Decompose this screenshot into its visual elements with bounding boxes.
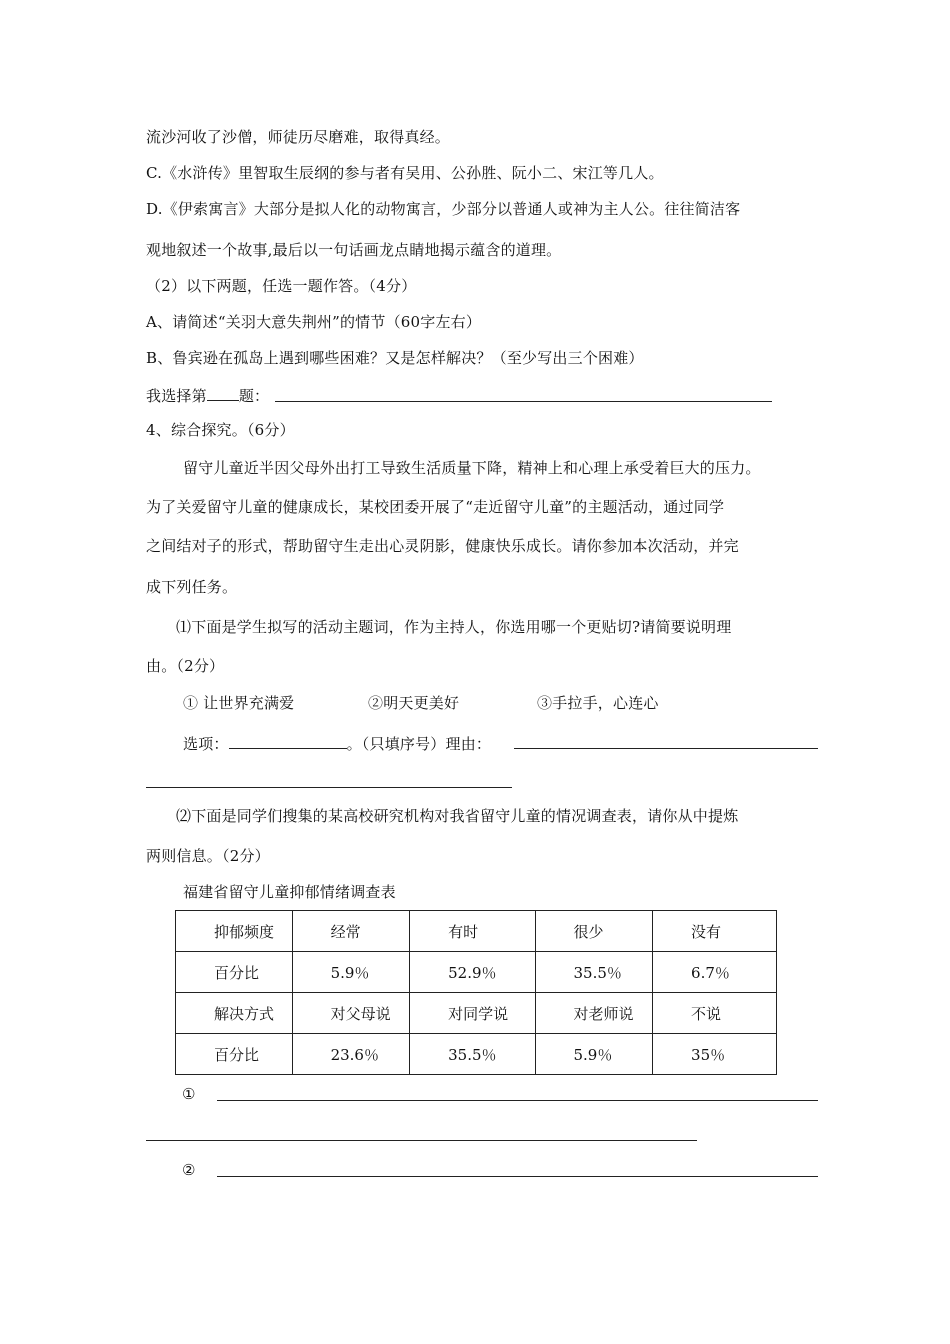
table-cell: 5.9％ (535, 1034, 653, 1075)
choice-label-2: 题： (238, 387, 270, 405)
table-cell: 百分比 (176, 1034, 293, 1075)
reason-line[interactable] (514, 748, 818, 749)
table-cell: 不说 (653, 993, 777, 1034)
choice-blank[interactable] (207, 384, 239, 401)
sub-question-2-cont: 两则信息。（2分） (146, 847, 270, 865)
answer-1-line[interactable] (217, 1100, 818, 1101)
choice-a: A、请简述“关羽大意失荆州”的情节（60字左右） (146, 313, 482, 331)
answer-marker-1: ① (182, 1085, 196, 1103)
table-row (176, 952, 777, 993)
answer-2-line[interactable] (217, 1176, 818, 1177)
option-d-cont: 观地叙述一个故事,最后以一句话画龙点睛地揭示蕴含的道理。 (146, 241, 562, 259)
table-cell: 35％ (653, 1034, 777, 1075)
table-cell: 52.9％ (410, 952, 535, 993)
table-cell: 经常 (292, 911, 410, 952)
sub-question-1-cont: 由。（2分） (146, 657, 225, 675)
selection-label: 选项： (183, 735, 229, 753)
table-cell: 6.7％ (653, 952, 777, 993)
table-row (176, 911, 777, 952)
option-c: C.《水浒传》里智取生辰纲的参与者有吴用、公孙胜、阮小二、宋江等几人。 (146, 164, 664, 182)
selection-line (183, 732, 491, 754)
table-cell: 35.5％ (535, 952, 653, 993)
table-title: 福建省留守儿童抑郁情绪调查表 (183, 883, 396, 901)
choice-b: B、鲁宾逊在孤岛上遇到哪些困难？又是怎样解决？（至少写出三个困难） (146, 349, 644, 367)
table-cell: 对老师说 (535, 993, 653, 1034)
sub-question-1: ⑴下面是学生拟写的活动主题词，作为主持人，你选用哪一个更贴切?请简要说明理 (176, 618, 732, 636)
table-row (176, 993, 777, 1034)
table-cell: 抑郁频度 (176, 911, 293, 952)
paragraph-line: 成下列任务。 (146, 578, 238, 596)
answer-1-line-2[interactable] (146, 1140, 697, 1141)
table-cell: 对同学说 (410, 993, 535, 1034)
selection-blank[interactable] (229, 732, 347, 749)
table-cell: 没有 (653, 911, 777, 952)
table-cell: 百分比 (176, 952, 293, 993)
table-cell: 有时 (410, 911, 535, 952)
table-cell: 5.9％ (292, 952, 410, 993)
table-cell: 解决方式 (176, 993, 293, 1034)
paragraph-line: 留守儿童近半因父母外出打工导致生活质量下降，精神上和心理上承受着巨大的压力。 (183, 459, 761, 477)
theme-option-2: ②明天更美好 (368, 694, 460, 712)
reason-label: 。（只填序号）理由： (346, 735, 492, 753)
table-cell: 23.6％ (292, 1034, 410, 1075)
option-d: D.《伊索寓言》大部分是拟人化的动物寓言，少部分以普通人或神为主人公。往往简洁客 (146, 200, 741, 218)
answer-line[interactable] (275, 401, 772, 402)
question-4-heading: 4、综合探究。（6分） (146, 421, 295, 439)
reason-line-2[interactable] (146, 787, 512, 788)
paragraph-line: 为了关爱留守儿童的健康成长，某校团委开展了“走近留守儿童”的主题活动，通过同学 (146, 498, 725, 516)
table-cell: 对父母说 (292, 993, 410, 1034)
table-row (176, 1034, 777, 1075)
choice-line (146, 384, 269, 406)
survey-table (175, 910, 777, 1075)
theme-option-3: ③手拉手，心连心 (537, 694, 659, 712)
paragraph-line: 之间结对子的形式，帮助留守生走出心灵阴影，健康快乐成长。请你参加本次活动，并完 (146, 537, 739, 555)
question-2-heading: （2）以下两题，任选一题作答。（4分） (146, 277, 417, 295)
table-cell: 35.5％ (410, 1034, 535, 1075)
answer-marker-2: ② (182, 1161, 196, 1179)
sub-question-2: ⑵下面是同学们搜集的某高校研究机构对我省留守儿童的情况调查表，请你从中提炼 (176, 807, 739, 825)
text-line: 流沙河收了沙僧，师徒历尽磨难，取得真经。 (146, 128, 451, 146)
theme-option-1: ① 让世界充满爱 (183, 694, 295, 712)
choice-label: 我选择第 (146, 387, 207, 405)
table-cell: 很少 (535, 911, 653, 952)
